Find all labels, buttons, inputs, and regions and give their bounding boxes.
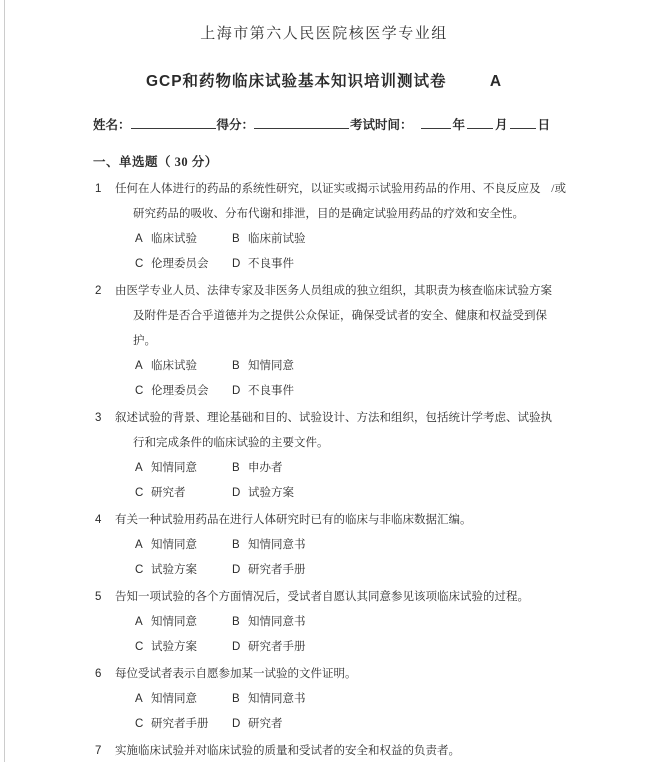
option [232, 481, 294, 506]
option [232, 379, 294, 404]
question-block [95, 406, 628, 506]
question-block [95, 279, 628, 404]
question-text: 及附件是否合乎道德并为之提供公众保证，确保受试者的安全、健康和权益受到保 [133, 310, 547, 322]
option-letter: B [232, 539, 240, 551]
option-row [135, 481, 628, 506]
option-text: 伦理委员会 [151, 385, 209, 397]
option [232, 687, 306, 712]
question-first-line [95, 406, 628, 431]
option-text: 知情同意书 [248, 693, 306, 705]
day-label: 日 [537, 118, 551, 132]
option-letter: D [232, 718, 241, 730]
option [232, 610, 306, 635]
questions-list [95, 177, 628, 762]
option-letter: B [232, 233, 240, 245]
name-label: 姓名： [93, 118, 131, 132]
option-text: 知情同意书 [248, 616, 306, 628]
option [232, 533, 306, 558]
option-row [135, 252, 628, 277]
option [135, 558, 232, 583]
option [135, 687, 232, 712]
option-letter: A [135, 462, 143, 474]
question-continuation-line [133, 431, 628, 456]
option-letter: D [232, 641, 241, 653]
option-letter: C [135, 564, 144, 576]
question-text: 由医学专业人员、法律专家及非医务人员组成的独立组织，其职责为核查临床试验方案 [115, 285, 552, 297]
option-text: 临床试验 [151, 360, 197, 372]
option-text: 研究者手册 [151, 718, 209, 730]
option-letter: C [135, 487, 144, 499]
option-letter: A [135, 539, 143, 551]
option-text: 知情同意 [151, 693, 197, 705]
option-text: 试验方案 [151, 564, 197, 576]
option-letter: A [135, 233, 143, 245]
option [135, 379, 232, 404]
option [232, 354, 294, 379]
question-text: 告知一项试验的各个方面情况后，受试者自愿认其同意参见该项临床试验的过程。 [115, 591, 529, 603]
paper-title [0, 71, 648, 93]
option [232, 227, 306, 252]
question-text: 实施临床试验并对临床试验的质量和受试者的安全和权益的负责者。 [115, 745, 460, 757]
question-first-line [95, 585, 628, 610]
option-letter: B [232, 462, 240, 474]
option-letter: C [135, 641, 144, 653]
question-number: 3 [95, 412, 102, 424]
option-row [135, 635, 628, 660]
question-number: 2 [95, 285, 102, 297]
year-label: 年 [452, 118, 466, 132]
option-text: 申办者 [248, 462, 283, 474]
scan-left-edge [4, 0, 5, 762]
option-letter: D [232, 385, 241, 397]
section-title: 一、单选题（ 30 分） [93, 155, 218, 169]
option-text: 研究者手册 [248, 564, 306, 576]
option [232, 558, 306, 583]
option-text: 研究者手册 [248, 641, 306, 653]
question-continuation-line [133, 304, 628, 329]
question-first-line [95, 279, 628, 304]
option [135, 354, 232, 379]
option-text: 不良事件 [248, 385, 294, 397]
option-row [135, 687, 628, 712]
option [135, 227, 232, 252]
option-letter: B [232, 616, 240, 628]
option-row [135, 533, 628, 558]
option-letter: A [135, 360, 143, 372]
option-text: 知情同意 [151, 462, 197, 474]
question-text: 任何在人体进行的药品的系统性研究，以证实或揭示试验用药品的作用、不良反应及 [115, 183, 541, 195]
question-block [95, 177, 628, 277]
option [232, 252, 294, 277]
question-number: 1 [95, 183, 102, 195]
option-row [135, 558, 628, 583]
question-first-line [95, 508, 628, 533]
option-letter: D [232, 487, 241, 499]
option-text: 知情同意 [151, 616, 197, 628]
option-text: 知情同意 [151, 539, 197, 551]
option-text: 试验方案 [248, 487, 294, 499]
paper-title-text: GCP和药物临床试验基本知识培训测试卷 [145, 73, 447, 90]
question-first-line [95, 177, 628, 202]
option [232, 635, 306, 660]
question-first-line [95, 662, 628, 687]
question-first-line [95, 739, 628, 762]
option-text: 临床试验 [151, 233, 197, 245]
option-letter: B [232, 360, 240, 372]
score-blank [254, 115, 349, 129]
option [135, 712, 232, 737]
question-tail-text: /或 [551, 183, 566, 195]
question-number: 7 [95, 745, 102, 757]
option-letter: D [232, 564, 241, 576]
option-row [135, 610, 628, 635]
option-row [135, 379, 628, 404]
question-number: 4 [95, 514, 102, 526]
question-text: 研究药品的吸收、分布代谢和排泄，目的是确定试验用药品的疗效和安全性。 [133, 208, 524, 220]
name-blank [131, 115, 216, 129]
option-text: 研究者 [151, 487, 186, 499]
question-text: 叙述试验的背景、理论基础和目的、试验设计、方法和组织，包括统计学考虑、试验执 [115, 412, 552, 424]
option-row [135, 227, 628, 252]
organization-title: 上海市第六人民医院核医学专业组 [200, 26, 448, 42]
question-block [95, 739, 628, 762]
exam-meta-line [93, 115, 648, 134]
option-letter: A [135, 616, 143, 628]
option [135, 481, 232, 506]
question-block [95, 662, 628, 737]
year-blank [421, 115, 451, 129]
question-block [95, 585, 628, 660]
question-number: 6 [95, 668, 102, 680]
option [135, 610, 232, 635]
question-number: 5 [95, 591, 102, 603]
option [232, 456, 283, 481]
question-continuation-line [133, 329, 628, 354]
option-row [135, 712, 628, 737]
option-text: 研究者 [248, 718, 283, 730]
exam-time-label: 考试时间： [350, 118, 413, 132]
option-row [135, 354, 628, 379]
question-text: 有关一种试验用药品在进行人体研究时已有的临床与非临床数据汇编。 [115, 514, 472, 526]
day-blank [510, 115, 536, 129]
option-text: 知情同意 [248, 360, 294, 372]
question-text: 护。 [133, 335, 156, 347]
option-text: 试验方案 [151, 641, 197, 653]
month-label: 月 [495, 118, 508, 132]
question-continuation-line [133, 202, 628, 227]
option-letter: C [135, 385, 144, 397]
month-blank [467, 115, 493, 129]
option-text: 临床前试验 [248, 233, 306, 245]
option-text: 知情同意书 [248, 539, 306, 551]
question-text: 每位受试者表示自愿参加某一试验的文件证明。 [115, 668, 357, 680]
question-block [95, 508, 628, 583]
option [135, 456, 232, 481]
option-letter: B [232, 693, 240, 705]
option [135, 635, 232, 660]
option-row [135, 456, 628, 481]
option-text: 不良事件 [248, 258, 294, 270]
option [135, 533, 232, 558]
option-letter: D [232, 258, 241, 270]
option [232, 712, 283, 737]
score-label: 得分： [216, 118, 255, 132]
question-text: 行和完成条件的临床试验的主要文件。 [133, 437, 329, 449]
option [135, 252, 232, 277]
option-text: 伦理委员会 [151, 258, 209, 270]
option-letter: C [135, 258, 144, 270]
option-letter: A [135, 693, 143, 705]
paper-variant-label: A [489, 73, 503, 90]
option-letter: C [135, 718, 144, 730]
